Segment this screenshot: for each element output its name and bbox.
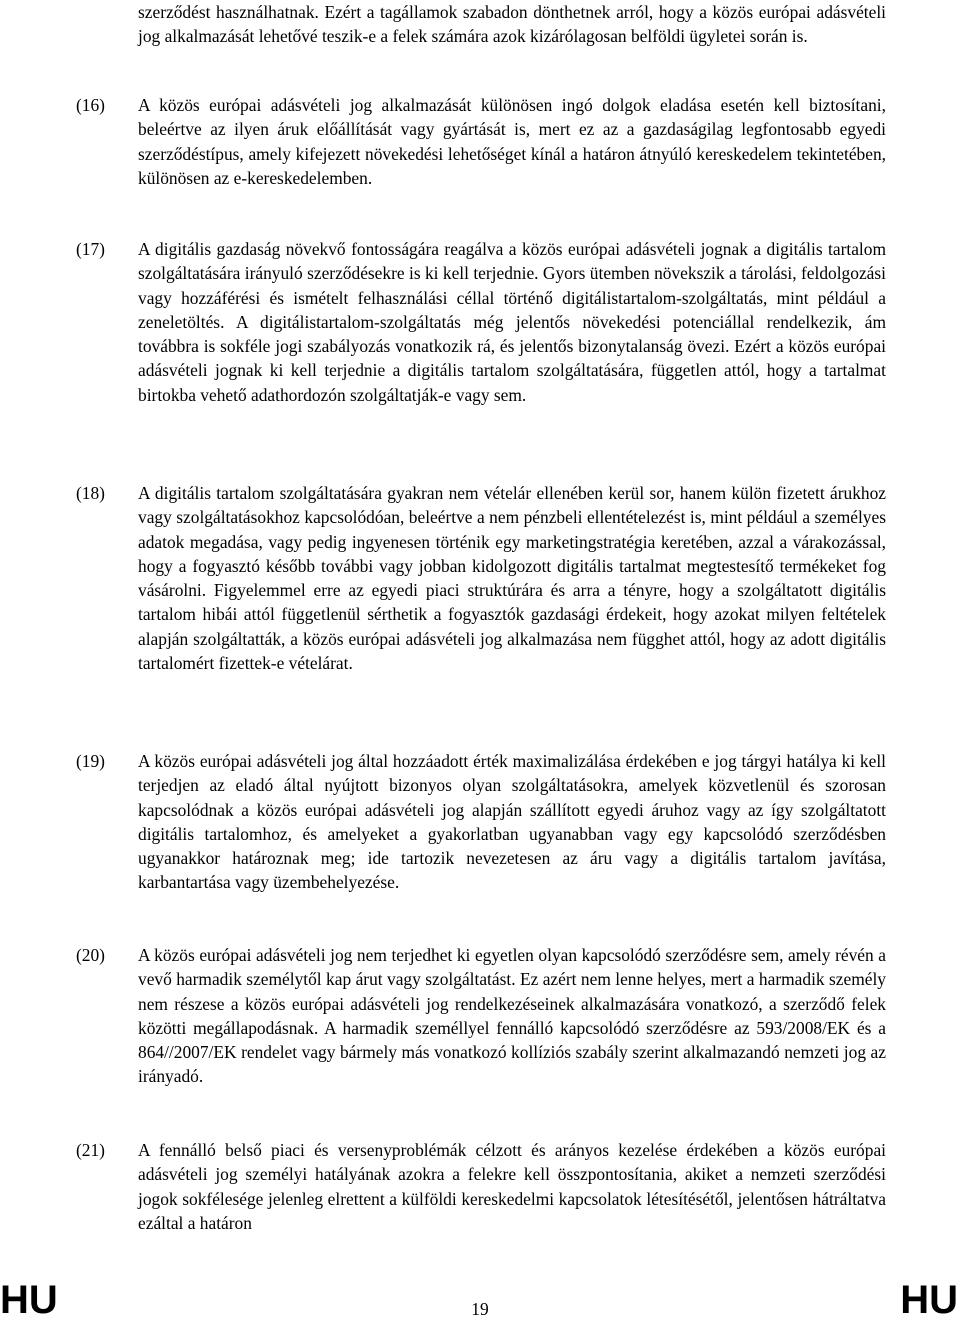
footer-language-code-left: HU bbox=[0, 1278, 58, 1322]
paragraph-text: A közös európai adásvételi jog által hozzáadott érték maximalizálása érdekében e jog tárgyi hatálya ki kell terjedjen az eladó által nyújtott bizonyos olyan szolgáltatásokra, amelyek közvetlenül és szorosan kapcsolódnak a közös európai adásvételi jog alapján szállított egyedi áruhoz vagy az így szolgáltatott digitális tartalomhoz, és amelyeket a gyakorlatban ugyanabban vagy egy kapcsolódó szerződésben ugyanakkor határoznak meg; ide tartozik nevezetesen az áru vagy a digitális tartalom javítása, karbantartása vagy üzembehelyezése. bbox=[138, 751, 886, 893]
paragraph-text: A digitális tartalom szolgáltatására gyakran nem vételár ellenében kerül sor, hanem külön fizetett árukhoz vagy szolgáltatásokhoz kapcsolódóan, beleértve a nem pénzbeli ellentételezést is, mint például a személyes adatok megadása, vagy pedig ingyenesen történik egy marketingstratégia keretében, azzal a várakozással, hogy a fogyasztó később további vagy jobban kidolgozott digitális tartalmat megtestesítő termékeket fog vásárolni. Figyelemmel erre az egyedi piaci struktúrára és arra a tényre, hogy a szolgáltatott digitális tartalom hibái attól függetlenül sérthetik a fogyasztók gazdasági érdekeit, hogy azokat milyen feltételek alapján szolgáltatták, a közös európai adásvételi jog alkalmazása nem függhet attól, hogy az adott digitális tartalomért fizettek-e vételárat. bbox=[138, 483, 886, 674]
paragraph-number: (20) bbox=[76, 945, 105, 965]
paragraph-number: (18) bbox=[76, 483, 105, 503]
paragraph-text: A digitális gazdaság növekvő fontosságára reagálva a közös európai adásvételi jognak a digitális tartalom szolgáltatására irányuló szerződésekre is ki kell terjednie. Gyors ütemben növekszik a tárolási, feldolgozási vagy hozzáférési és ismételt felhasználási céllal történő digitálistartalom-szolgáltatás, mint például a zeneletöltés. A digitálistartalom-szolgáltatás még jelentős növekedési potenciállal rendelkezik, ám továbbra is sokféle jogi szabályozás vonatkozik rá, és jelentős bizonytalanság övezi. Ezért a közös európai adásvételi jognak ki kell terjednie a digitális tartalom szolgáltatására, független attól, hogy a tartalmat birtokba vehető adathordozón szolgáltatják-e vagy sem. bbox=[138, 239, 886, 405]
paragraph-text: A közös európai adásvételi jog nem terjedhet ki egyetlen olyan kapcsolódó szerződésre sem, amely révén a vevő harmadik személytől kap árut vagy szolgáltatást. Ez azért nem lenne helyes, mert a harmadik személy nem részese a közös európai adásvételi jog rendelkezéseinek alkalmazására vonatkozó, a szerződő felek közötti megállapodásnak. A harmadik személlyel fennálló kapcsolódó szerződésre az 593/2008/EK és a 864//2007/EK rendelet vagy bármely más vonatkozó kollíziós szabály szerint alkalmazandó nemzeti jog az irányadó. bbox=[138, 945, 886, 1087]
paragraph-number: (17) bbox=[76, 239, 105, 259]
paragraph-text: A fennálló belső piaci és versenyproblémák célzott és arányos kezelése érdekében a közös európai adásvételi jog személyi hatályának azokra a felekre kell összpontosítania, akiket a nemzeti szerződési jogok sokfélesége jelenleg elrettent a külföldi kereskedelmi kapcsolatok létesítésétől, jelentősen hátráltatva ezáltal a határon bbox=[138, 1140, 886, 1233]
paragraph-number: (16) bbox=[76, 95, 105, 115]
paragraph-number: (21) bbox=[76, 1140, 105, 1160]
paragraph-number: (19) bbox=[76, 751, 105, 771]
page-number: 19 bbox=[471, 1299, 489, 1319]
intro-paragraph: szerződést használhatnak. Ezért a tagállamok szabadon dönthetnek arról, hogy a közös európai adásvételi jog alkalmazását lehetővé teszik-e a felek számára azok kizárólagosan belföldi ügyletei során is. bbox=[138, 2, 886, 47]
paragraph-text: A közös európai adásvételi jog alkalmazását különösen ingó dolgok eladása esetén kell biztosítani, beleértve az ilyen áruk előállítását vagy gyártását is, mert ez az a gazdaságilag legfontosabb egyedi szerződéstípus, amely kifejezett növekedési lehetőséget kínál a határon átnyúló kereskedelem tekintetében, különösen az e-kereskedelemben. bbox=[138, 95, 886, 188]
footer-language-code-right: HU bbox=[900, 1278, 958, 1322]
